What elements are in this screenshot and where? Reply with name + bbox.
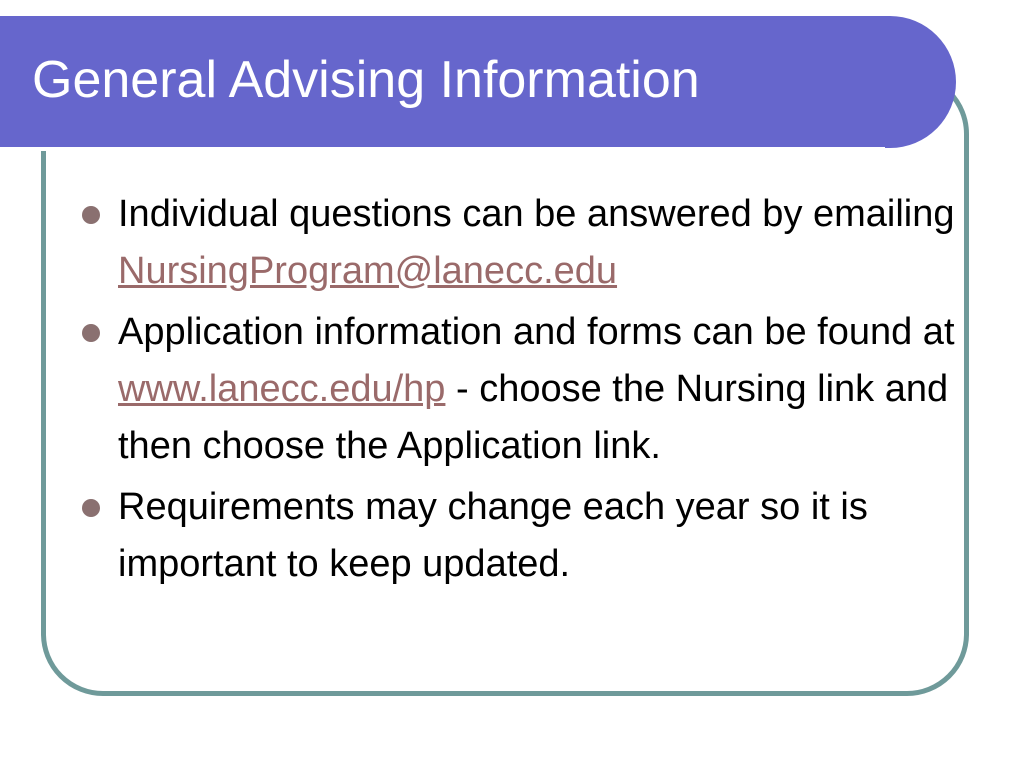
bullet-dot-icon <box>82 324 100 342</box>
website-link[interactable]: www.lanecc.edu/hp <box>118 368 446 410</box>
bullet-dot-icon <box>82 206 100 224</box>
bullet-list <box>78 186 958 593</box>
bullet-item <box>78 304 958 475</box>
bullet-item <box>78 186 958 300</box>
title-underline <box>0 147 885 151</box>
email-link[interactable]: NursingProgram@lanecc.edu <box>118 250 618 292</box>
bullet-text-after: - choose the Nursing link and then choose the Application link. <box>118 368 949 467</box>
bullet-dot-icon <box>82 499 100 517</box>
bullet-item <box>78 479 958 593</box>
slide-title: General Advising Information <box>32 51 700 109</box>
bullet-text: Individual questions can be answered by emailing <box>118 193 955 235</box>
bullet-text: Requirements may change each year so it is important to keep updated. <box>118 486 868 585</box>
bullet-text: Application information and forms can be found at <box>118 311 955 353</box>
